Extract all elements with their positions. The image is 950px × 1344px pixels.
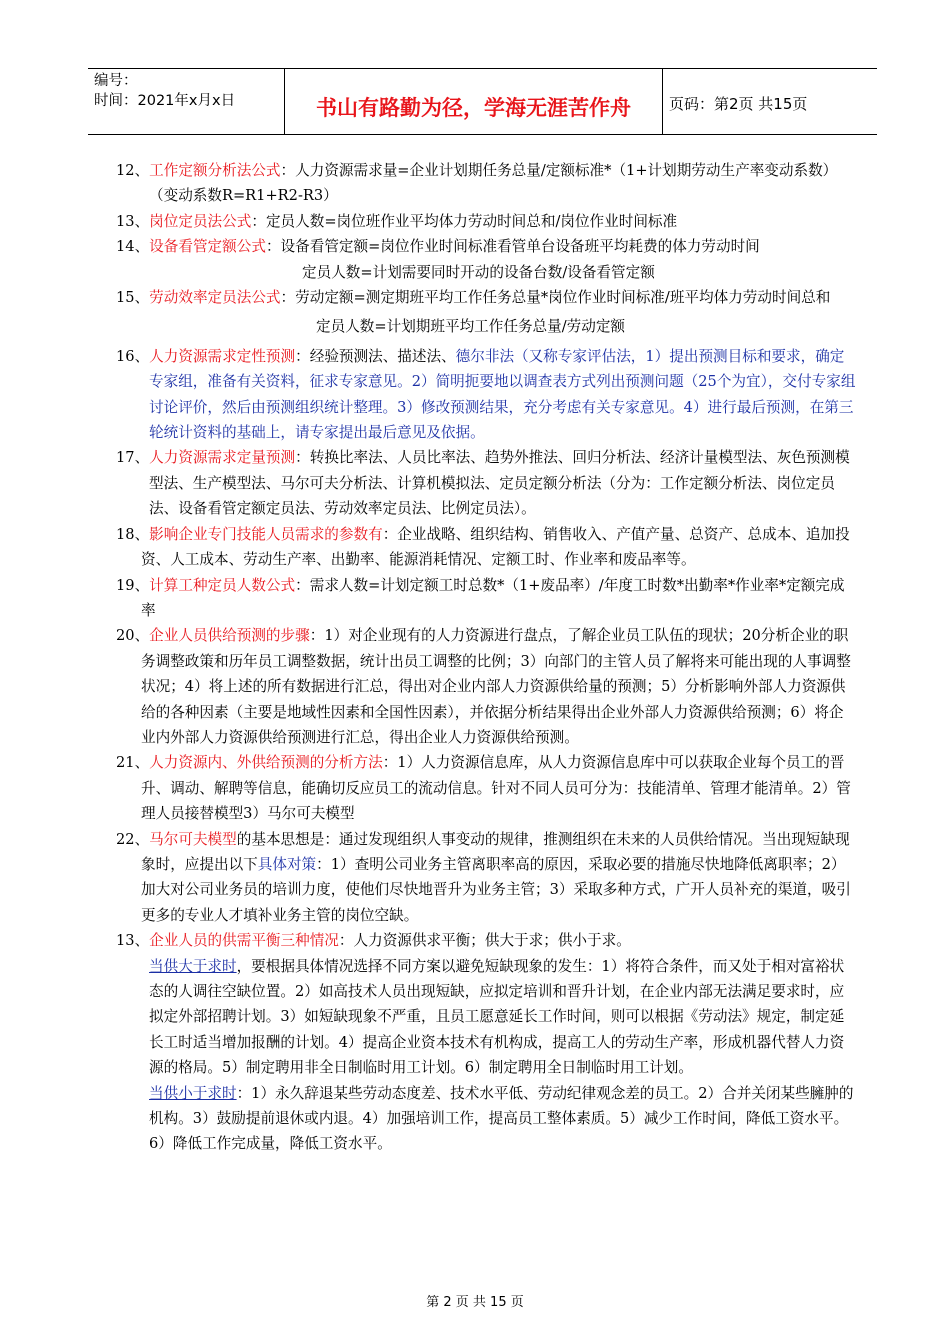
item-title: 工作定额分析法公式 (149, 162, 281, 179)
supply-more-title: 当供大于求时 (149, 957, 237, 975)
supply-more-paragraph: 当供大于求时，要根据具体情况选择不同方案以避免短缺现象的发生：1）将符合条件，而又处于相对富裕状态的人调往空缺位置。2）如高技术人员出现短缺，应拟定培训和晋升计划，在企业内部无法满足要求时，应拟定外部招聘计划。3）如短缺现象不严重，且员工愿意延长工作时间，则可以根据《劳动法》规定，制定延长工时适当增加报酬的计划。4）提高企业资本技术有机构成，提高工人的劳动生产率，形成机器代替人力资源的格局。5）制定聘用非全日制临时用工计划。6）制定聘用全日制临时用工计划。 (149, 957, 845, 1077)
item-title: 企业人员的供需平衡三种情况 (149, 932, 339, 950)
item-16: 16、人力资源需求定性预测：经验预测法、描述法、德尔非法（又称专家评估法，1）提出预测目标和要求，确定专家组，准备有关资料，征求专家意见。2）简明扼要地以调查表方式列出预测问题（25个为宜），交付专家组讨论评价，然后由预测组织统计整理。3）修改预测结果，充分考虑有关专家意见。4）进行最后预测，在第三轮统计资料的基础上，请专家提出最后意见及依据。 (116, 347, 856, 442)
item-15: 15、劳动效率定员法公式：劳动定额=测定期班平均工作任务总量*岗位作业时间标准/班平均体力劳动时间总和 (116, 289, 831, 307)
item-title: 企业人员供给预测的步骤 (149, 627, 310, 645)
item-21: 21、人力资源内、外供给预测的分析方法：1）人力资源信息库，从人力资源信息库中可以获取企业每个员工的晋升、调动、解聘等信息，能确切反应员工的流动信息。针对不同人员可分为：技能清单、管理才能清单。2）管理人员接替模型3）马尔可夫模型 (116, 754, 851, 823)
supply-less-title: 当供小于求时 (149, 1084, 237, 1102)
item-title: 影响企业专门技能人员需求的参数有 (149, 525, 383, 543)
item-title: 人力资源需求定量预测 (149, 449, 296, 467)
item-title: 计算工种定员人数公式 (149, 576, 296, 594)
item-title: 岗位定员法公式 (149, 212, 252, 230)
item-title: 人力资源需求定性预测 (149, 347, 296, 365)
item-22: 22、马尔可夫模型的基本思想是：通过发现组织人事变动的规律，推测组织在未来的人员供给情况。当出现短缺现象时，应提出以下具体对策：1）查明公司业务主管离职率高的原因，采取必要的措施尽快地降低离职率；2）加大对公司业务员的培训力度，使他们尽快地晋升为业务主管；3）采取多种方式，广开人员补充的渠道，吸引更多的专业人才填补业务主管的岗位空缺。 (116, 830, 851, 924)
item-14: 14、设备看管定额公式：设备看管定额=岗位作业时间标准看管单台设备班平均耗费的体力劳动时间 (116, 238, 760, 256)
number-label: 编号： (94, 73, 138, 89)
time-label: 时间：2021年x月x日 (94, 93, 236, 109)
header-meta (88, 69, 285, 134)
item-title: 劳动效率定员法公式 (149, 289, 281, 307)
document-body (116, 158, 856, 1157)
item-title: 设备看管定额公式 (149, 238, 266, 256)
header-motto: 书山有路勤为径，学海无涯苦作舟 (285, 69, 663, 134)
supply-less-paragraph: 当供小于求时：1）永久辞退某些劳动态度差、技术水平低、劳动纪律观念差的员工。2）合并关闭某些臃肿的机构。3）鼓励提前退休或内退。4）加强培训工作，提高员工整体素质。5）减少工作时间，降低工资水平。6）降低工作完成量，降低工资水平。 (149, 1084, 854, 1153)
item-title: 人力资源内、外供给预测的分析方法 (149, 754, 383, 772)
item-20: 20、企业人员供给预测的步骤：1）对企业现有的人力资源进行盘点，了解企业员工队伍的现状；20分析企业的职务调整政策和历年员工调整数据，统计出员工调整的比例；3）向部门的主管人员了解将来可能出现的人事调整状况；4）将上述的所有数据进行汇总，得出对企业内部人力资源供给量的预测；5）分析影响外部人力资源供给的各种因素（主要是地域性因素和全国性因素），并依据分析结果得出企业外部人力资源供给预测；6）将企业内外部人力资源供给预测进行汇总，得出企业人力资源供给预测。 (116, 627, 851, 746)
item-17: 17、人力资源需求定量预测：转换比率法、人员比率法、趋势外推法、回归分析法、经济计量模型法、灰色预测模型法、生产模型法、马尔可夫分析法、计算机模拟法、定员定额分析法（分为：工作定额分析法、岗位定员法、设备看管定额定员法、劳动效率定员法、比例定员法）。 (116, 449, 850, 518)
item-18: 18、影响企业专门技能人员需求的参数有：企业战略、组织结构、销售收入、产值产量、总资产、总成本、追加投资、人工成本、劳动生产率、出勤率、能源消耗情况、定额工时、作业率和废品率等。 (116, 525, 850, 569)
header-page-label: 页码：第2页 共15页 (669, 95, 808, 113)
item-19: 19、计算工种定员人数公式：需求人数=计划定额工时总数*（1+废品率）/年度工时数*出勤率*作业率*定额完成率 (116, 576, 845, 619)
item-title: 马尔可夫模型 (149, 830, 237, 848)
page-header (88, 68, 877, 135)
item-13: 13、岗位定员法公式：定员人数=岗位班作业平均体力劳动时间总和/岗位作业时间标准 (116, 212, 678, 230)
item-15-line2: 定员人数=计划期班平均工作任务总量/劳动定额 (316, 318, 626, 336)
item-14-line2: 定员人数=计划需要同时开动的设备台数/设备看管定额 (302, 263, 655, 281)
item-12: 12、工作定额分析法公式：人力资源需求量=企业计划期任务总量/定额标准*（1+计划期劳动生产率变动系数）（变动系数R=R1+R2-R3） (116, 162, 838, 205)
page-footer: 第 2 页 共 15 页 (426, 1295, 524, 1310)
item-13b: 13、企业人员的供需平衡三种情况：人力资源供求平衡；供大于求；供小于求。 (116, 932, 631, 950)
